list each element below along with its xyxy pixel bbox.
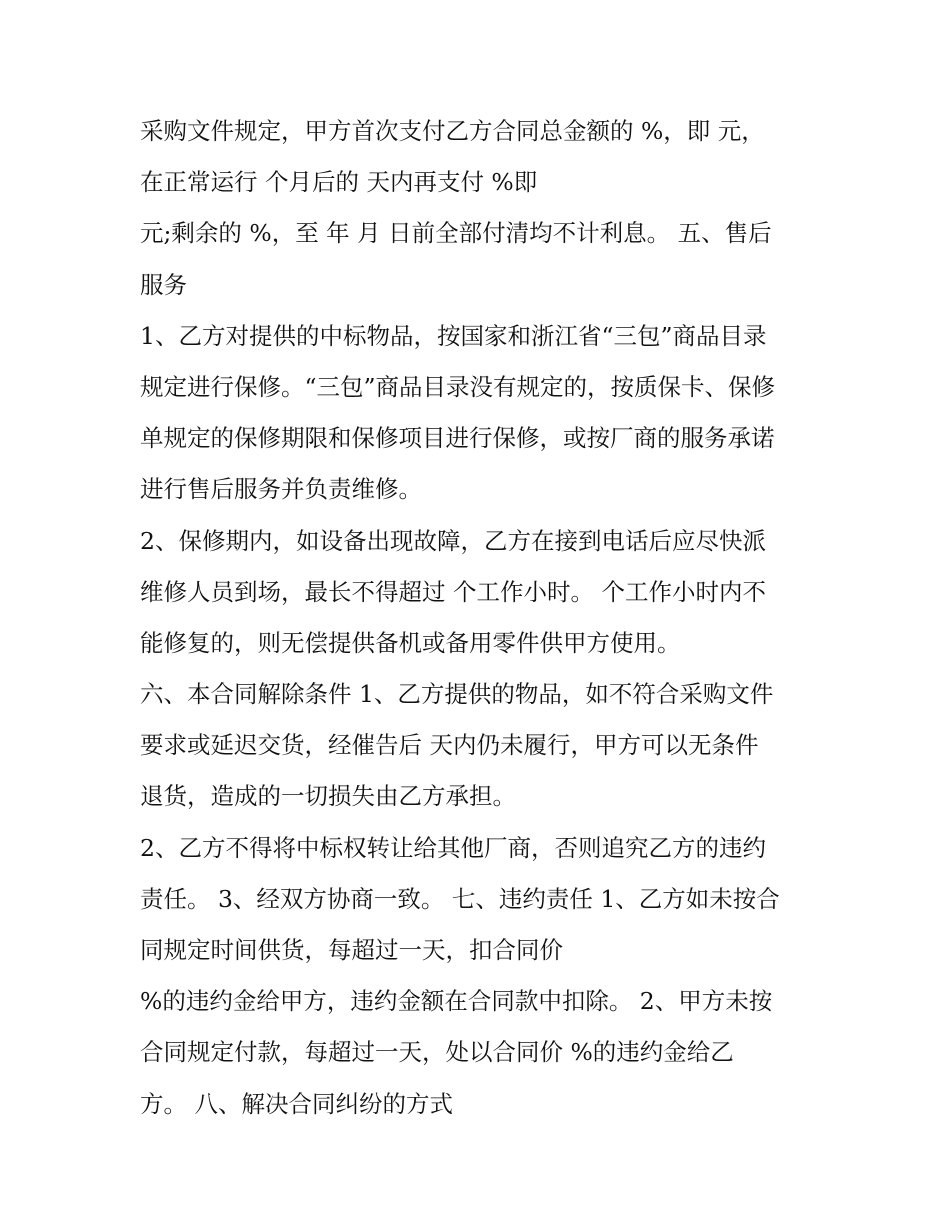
text-line-warranty-clause-1a: 1、乙方对提供的中标物品，按国家和浙江省“三包”商品目录 [140,321,767,350]
text-line-breach-liability-d: 合同规定付款，每超过一天，处以合同价 %的违约金给乙 [140,1038,734,1067]
text-line-breach-liability-a: 责任。 3、经双方协商一致。 七、违约责任 1、乙方如未按合 [140,884,780,913]
text-line-breach-liability-c: %的违约金给甲方，违约金额在合同款中扣除。 2、甲方未按 [140,987,773,1016]
text-line-payment-terms: 采购文件规定，甲方首次支付乙方合同总金额的 %，即 元， [140,117,765,145]
text-line-second-payment: 在正常运行 个月后的 天内再支付 %即 [140,168,538,197]
text-line-warranty-clause-2b: 维修人员到场，最长不得超过 个工作小时。 个工作小时内不 [140,577,766,606]
contract-body-text [140,106,830,1130]
text-line-warranty-clause-1d: 进行售后服务并负责维修。 [140,475,422,504]
text-line-warranty-clause-2a: 2、保修期内，如设备出现故障，乙方在接到电话后应尽快派 [140,526,766,555]
text-line-warranty-clause-1c: 单规定的保修期限和保修项目进行保修，或按厂商的服务承诺 [140,424,775,453]
text-line-termination-clause-2a: 2、乙方不得将中标权转让给其他厂商，否则追究乙方的违约 [140,833,766,862]
text-line-warranty-clause-1b: 规定进行保修。“三包”商品目录没有规定的，按质保卡、保修 [140,372,776,401]
text-line-after-sales-heading: 服务 [140,270,187,299]
text-line-warranty-clause-2c: 能修复的，则无偿提供备机或备用零件供甲方使用。 [140,628,681,657]
text-line-remaining-payment: 元;剩余的 %，至 年 月 日前全部付清均不计利息。 五、售后 [140,219,772,248]
text-line-termination-clause-1c: 退货，造成的一切损失由乙方承担。 [140,782,516,811]
text-line-termination-clause-1a: 六、本合同解除条件 1、乙方提供的物品，如不符合采购文件 [140,680,774,709]
text-line-termination-clause-1b: 要求或延迟交货，经催告后 天内仍未履行，甲方可以无条件 [140,731,759,760]
text-line-breach-liability-b: 同规定时间供货，每超过一天，扣合同价 [140,936,563,964]
text-line-dispute-resolution-heading: 方。 八、解决合同纠纷的方式 [140,1089,453,1118]
